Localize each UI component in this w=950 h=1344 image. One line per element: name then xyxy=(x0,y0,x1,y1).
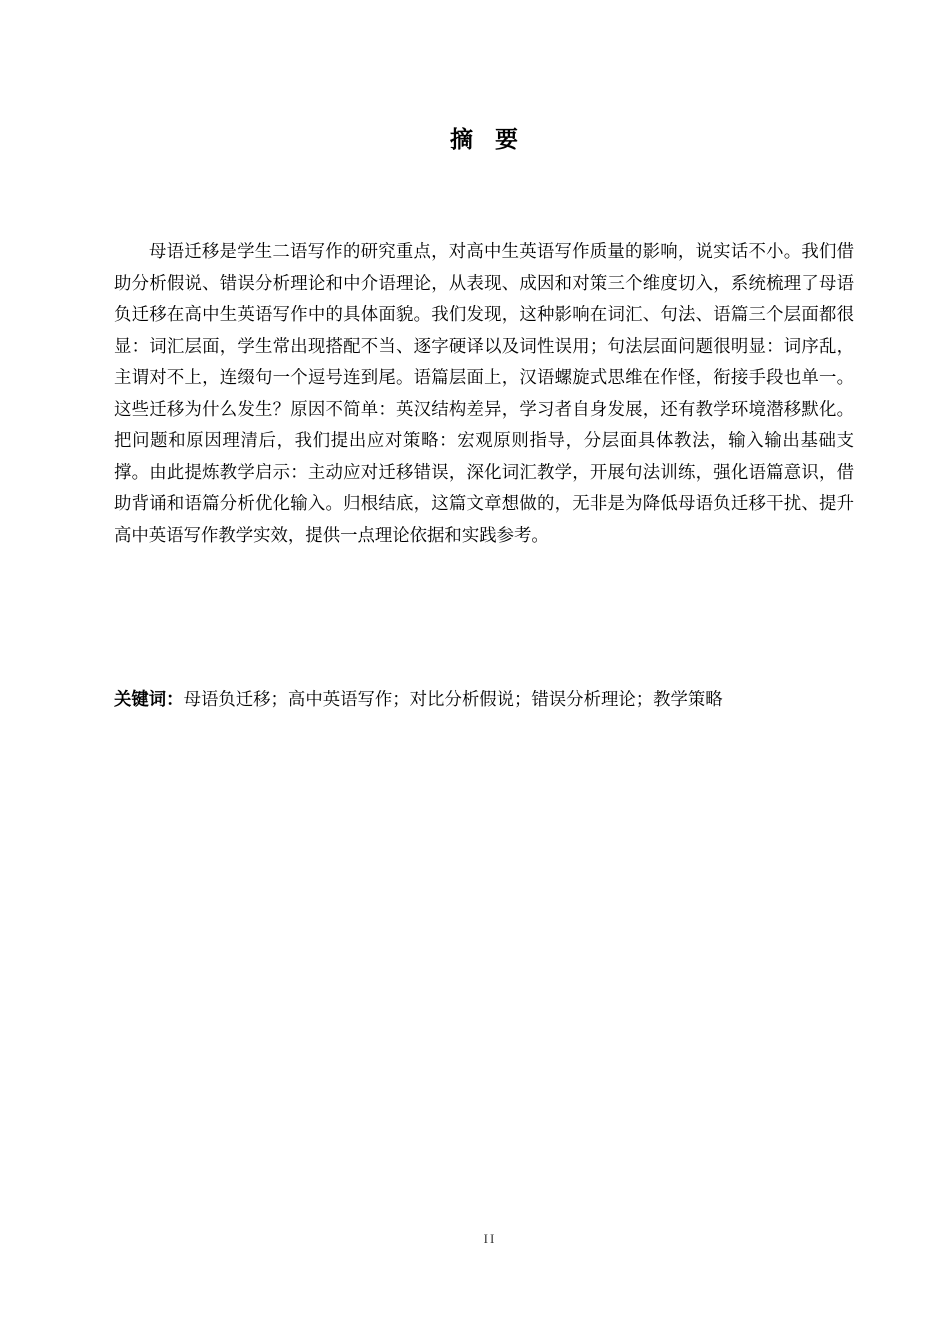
page-number: II xyxy=(483,1231,497,1246)
keywords-label: 关键词： xyxy=(114,690,184,710)
page-title: 摘要 xyxy=(450,127,540,153)
keywords-text: 母语负迁移；高中英语写作；对比分析假说；错误分析理论；教学策略 xyxy=(183,690,723,710)
keywords-line xyxy=(114,685,854,715)
abstract-paragraph: 母语迁移是学生二语写作的研究重点，对高中生英语写作质量的影响，说实话不小。我们借助分析假说、错误分析理论和中介语理论，从表现、成因和对策三个维度切入，系统梳理了母语负迁移在高中生英语写作中的具体面貌。我们发现，这种影响在词汇、句法、语篇三个层面都很显：词汇层面，学生常出现搭配不当、逐字硬译以及词性误用；句法层面问题很明显：词序乱，主谓对不上，连缀句一个逗号连到尾。语篇层面上，汉语螺旋式思维在作怪，衔接手段也单一。这些迁移为什么发生？原因不简单：英汉结构差异，学习者自身发展，还有教学环境潜移默化。把问题和原因理清后，我们提出应对策略：宏观原则指导，分层面具体教法，输入输出基础支撑。由此提炼教学启示：主动应对迁移错误，深化词汇教学，开展句法训练，强化语篇意识，借助背诵和语篇分析优化输入。归根结底，这篇文章想做的，无非是为降低母语负迁移干扰、提升高中英语写作教学实效，提供一点理论依据和实践参考。 xyxy=(114,242,854,546)
